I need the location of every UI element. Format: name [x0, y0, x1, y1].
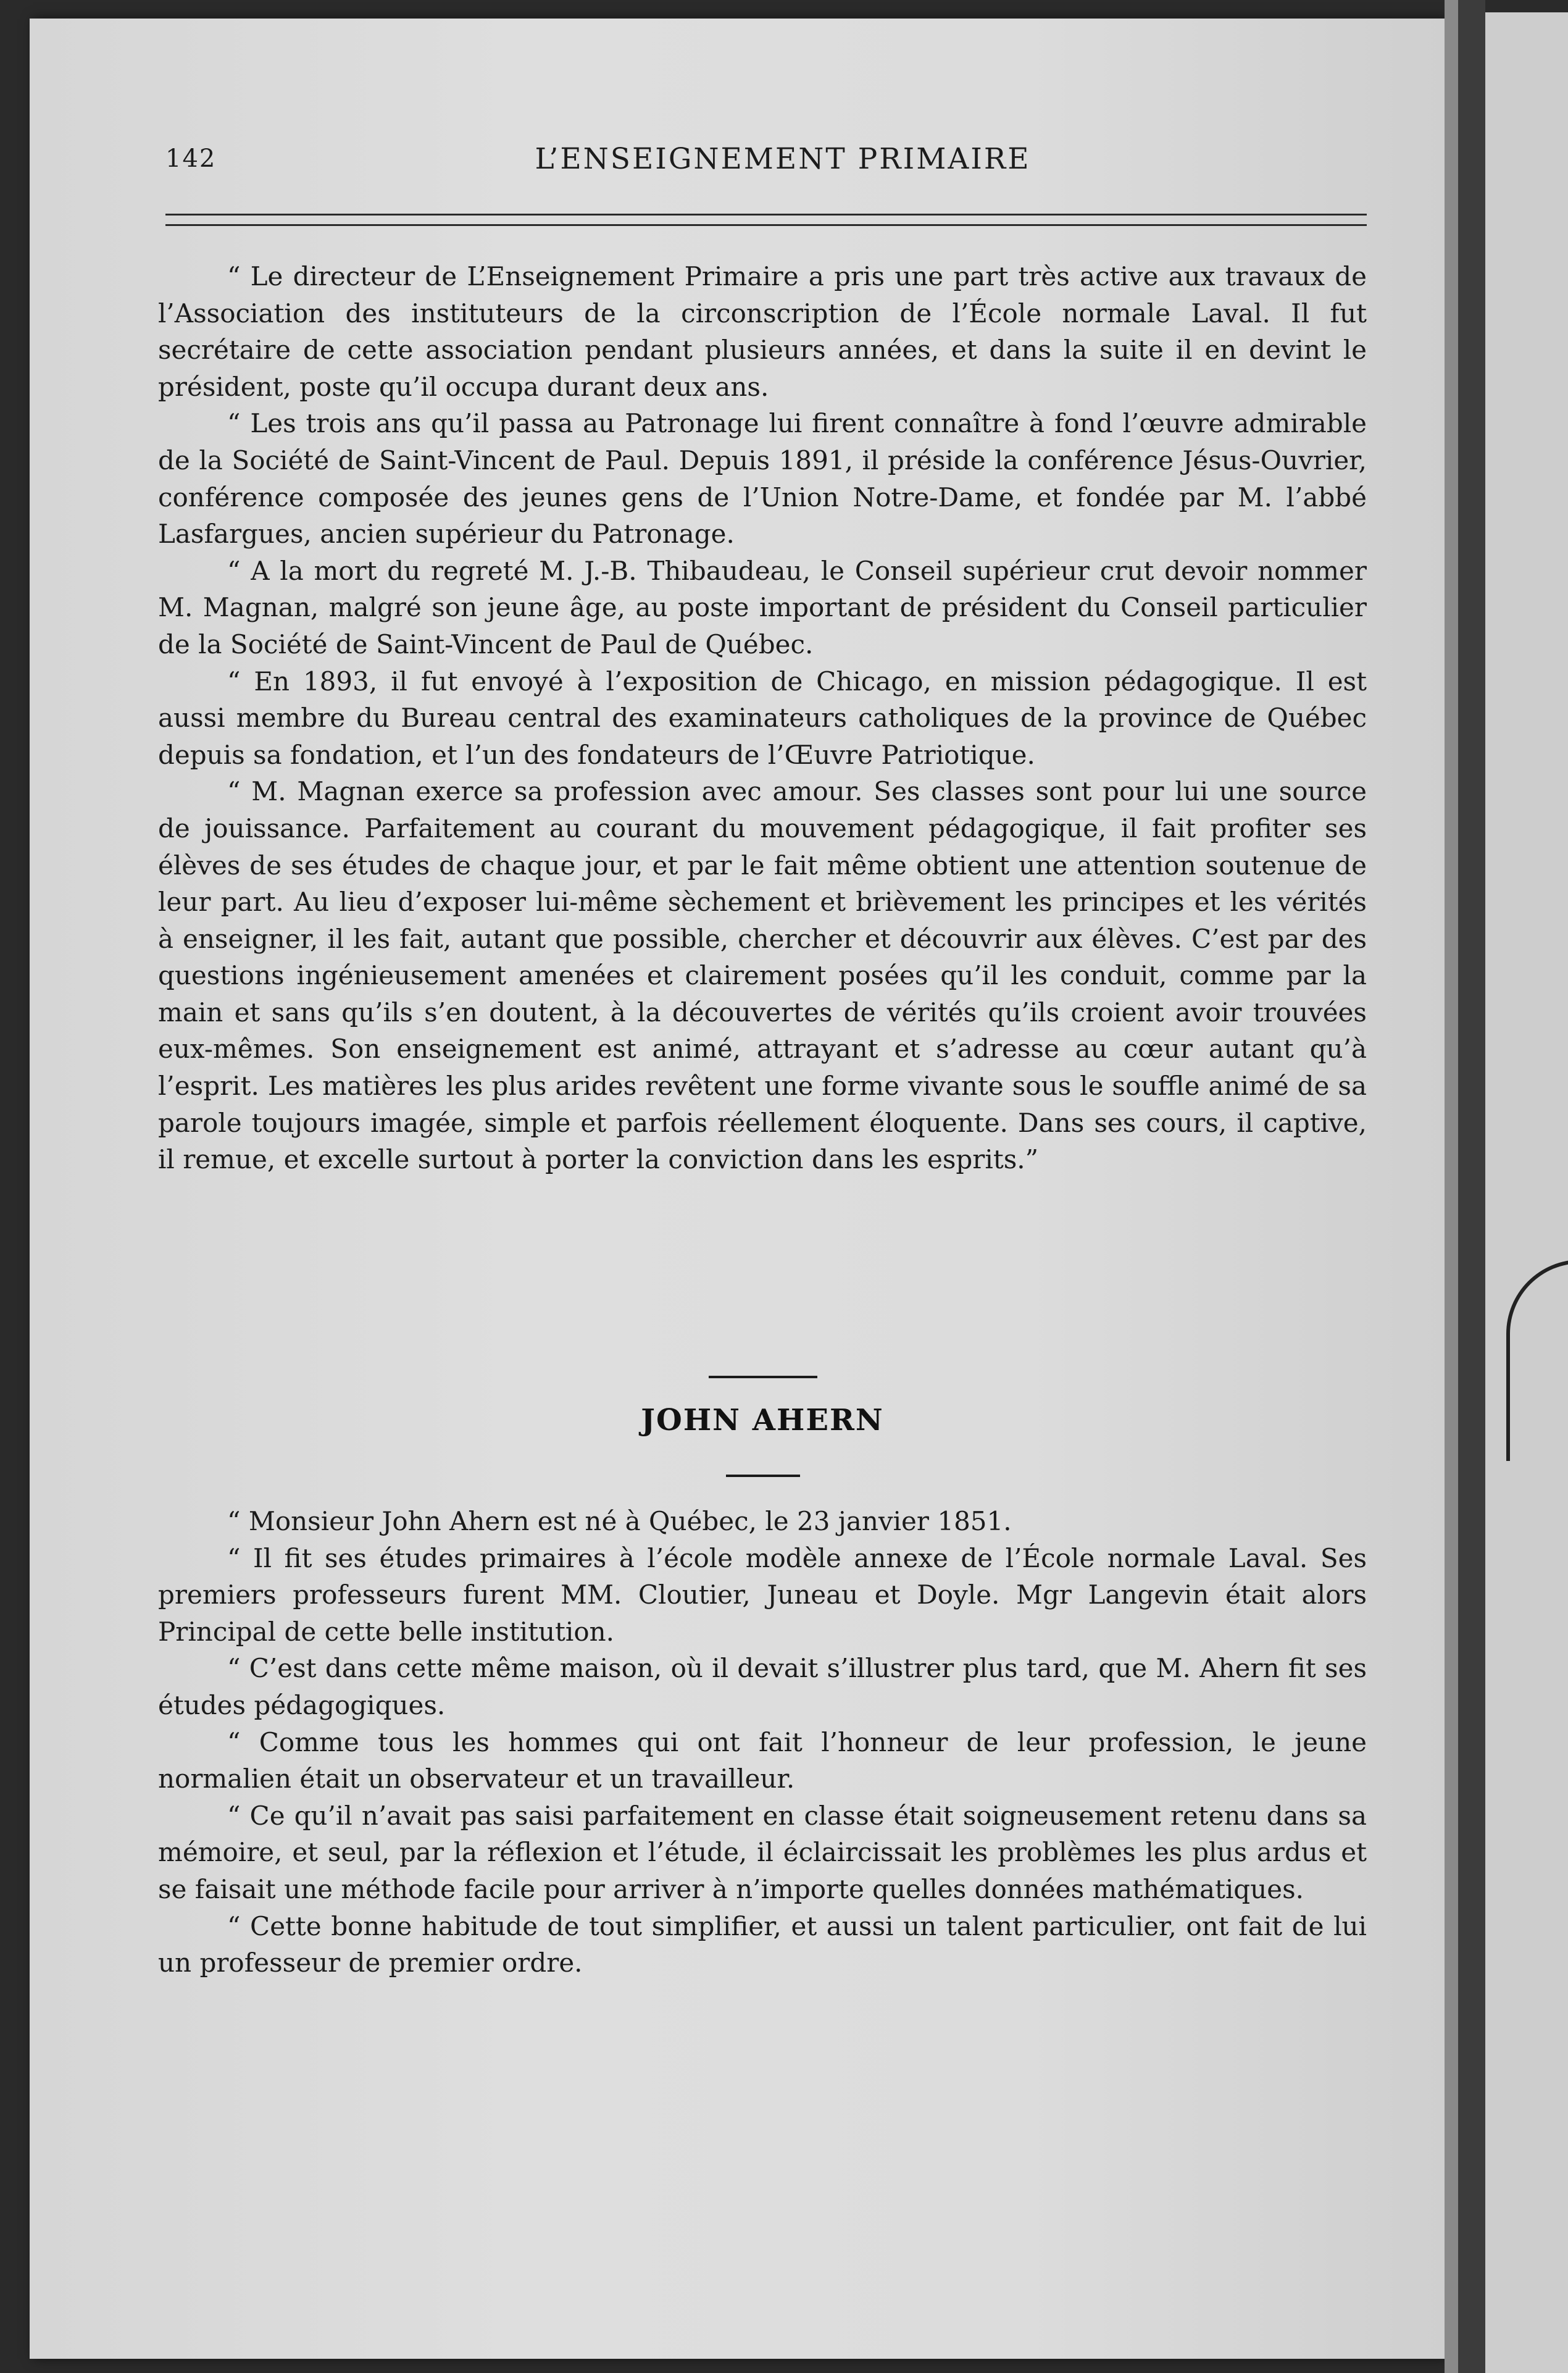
next-page-edge	[1485, 12, 1568, 2373]
paragraph: “ Il fit ses études primaires à l’école modèle annexe de l’École normale Laval. Ses premiers professeurs furent MM. Cloutier, Juneau et Doyle. Mgr Langevin était alors Principal de cette belle institution.	[158, 1542, 1367, 1647]
paragraph: “ Cette bonne habitude de tout simplifier, et aussi un talent particulier, ont fait de lui un professeur de premier ordre.	[158, 1911, 1367, 1978]
section-divider-top	[709, 1376, 817, 1378]
paragraph: “ Monsieur John Ahern est né à Québec, le 23 janvier 1851.	[227, 1506, 1012, 1536]
paragraph: “ Comme tous les hommes qui ont fait l’honneur de leur profession, le jeune normalien était un observateur et un travailleur.	[158, 1726, 1367, 1794]
page-number: 142	[165, 144, 217, 173]
paragraph: “ M. Magnan exerce sa profession avec amour. Ses classes sont pour lui une source de jouissance. Parfaitement au courant du mouvement pédagogique, il fait profiter ses élèves de ses études de chaque jour, et par le fait même obtient une attention soutenue de leur part. Au lieu d’exposer lui-même sèchement et brièvement les principes et les vérités à enseigner, il les fait, autant que possible, chercher et découvrir aux élèves. C’est par des questions ingénieusement amenées et clairement posées qu’il les conduit, comme par la main et sans qu’ils s’en doutent, à la découvertes de vérités qu’ils croient avoir trouvées eux-mêmes. Son enseignement est animé, attrayant et s’adresse au cœur autant qu’à l’esprit. Les matières les plus arides revêtent une forme vivante sous le souffle animé de sa parole toujours imagée, simple et parfois réellement éloquente. Dans ses cours, il captive, il remue, et excelle surtout à porter la conviction dans les esprits.”	[158, 776, 1367, 1175]
article-body-part-2	[158, 1503, 1367, 1982]
paragraph: “ Ce qu’il n’avait pas saisi parfaitement en classe était soigneusement retenu dans sa mémoire, et seul, par la réflexion et l’étude, il éclaircissait les problèmes les plus ardus et se faisait une méthode facile pour arriver à n’importe quelles données mathématiques.	[158, 1800, 1367, 1904]
paragraph: “ A la mort du regreté M. J.-B. Thibaudeau, le Conseil supérieur crut devoir nommer M. Magnan, malgré son jeune âge, au poste important de président du Conseil particulier de la Société de Saint-Vincent de Paul de Québec.	[158, 555, 1367, 659]
running-header	[165, 137, 1369, 186]
paragraph: “ C’est dans cette même maison, où il devait s’illustrer plus tard, que M. Ahern fit ses études pédagogiques.	[158, 1653, 1367, 1720]
header-double-rule	[165, 214, 1367, 226]
running-title: L’ENSEIGNEMENT PRIMAIRE	[535, 142, 1031, 176]
article-body-part-1	[158, 258, 1367, 1178]
section-divider-bottom	[726, 1475, 800, 1477]
book-binding-shadow	[1458, 0, 1485, 2373]
paragraph: “ Les trois ans qu’il passa au Patronage lui firent connaître à fond l’œuvre admirable de la Société de Saint-Vincent de Paul. Depuis 1891, il préside la conférence Jésus-Ouvrier, conférence composée des jeunes gens de l’Union Notre-Dame, et fondée par M. l’abbé Lasfargues, ancien supérieur du Patronage.	[158, 408, 1367, 550]
paragraph: “ Le directeur de L’Enseignement Primaire a pris une part très active aux travaux de l’Association des instituteurs de la circonscription de l’École normale Laval. Il fut secrétaire de cette association pendant plusieurs années, et dans la suite il en devint le président, poste qu’il occupa durant deux ans.	[158, 261, 1367, 402]
section-heading: JOHN AHERN	[641, 1403, 884, 1438]
paragraph: “ En 1893, il fut envoyé à l’exposition de Chicago, en mission pédagogique. Il est aussi membre du Bureau central des examinateurs catholiques de la province de Québec depuis sa fondation, et l’un des fondateurs de l’Œuvre Patriotique.	[158, 666, 1367, 770]
page-edge	[1445, 0, 1458, 2373]
